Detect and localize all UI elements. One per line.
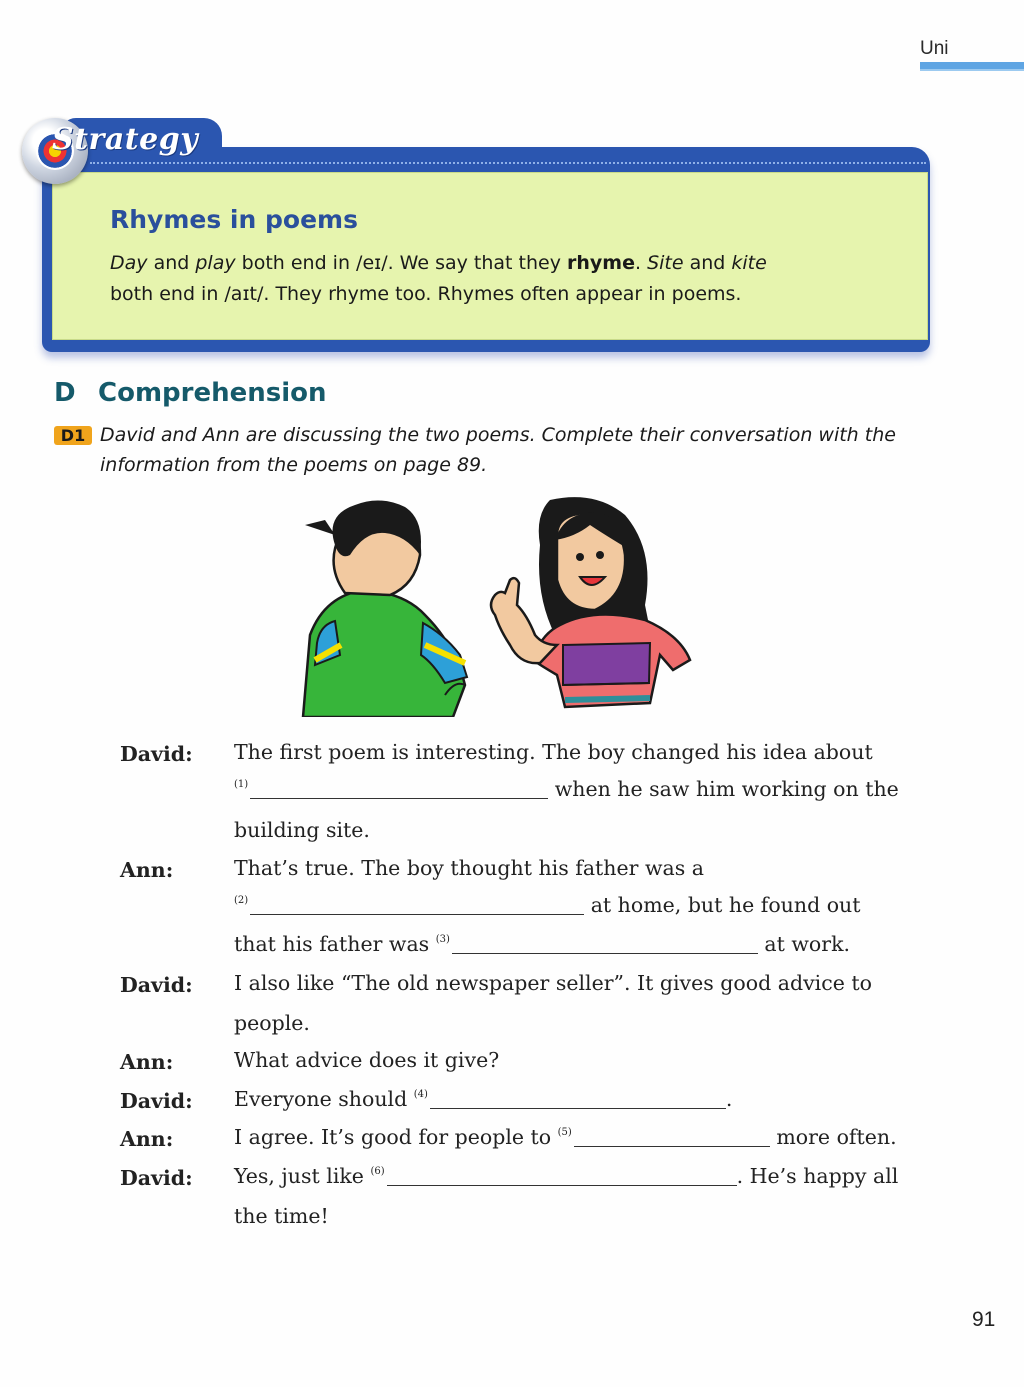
dialogue-text: . — [725, 1087, 733, 1111]
dialogue-text: at work. — [757, 932, 851, 956]
strategy-title: Rhymes in poems — [110, 205, 358, 234]
dialogue-text: I agree. It’s good for people to — [234, 1125, 558, 1149]
example-word: play — [195, 252, 236, 274]
dialogue-line — [234, 1164, 898, 1188]
blank-4[interactable] — [430, 1088, 726, 1109]
dialogue-line: The first poem is interesting. The boy changed his idea about — [234, 740, 873, 764]
text-fragment: . — [634, 252, 648, 274]
task-badge: D1 — [54, 426, 92, 445]
text-fragment: both end in /eɪ/. We say that they — [235, 252, 567, 274]
speaker-label: David: — [120, 742, 193, 766]
speaker-label: Ann: — [120, 1127, 174, 1151]
text-fragment: and — [147, 252, 196, 274]
dialogue-line: What advice does it give? — [234, 1048, 500, 1072]
task-line: information from the poems on page 89. — [100, 454, 488, 476]
dialogue-line — [234, 1125, 897, 1149]
key-term: rhyme — [567, 252, 635, 274]
dialogue-line: building site. — [234, 818, 370, 842]
blank-3[interactable] — [452, 933, 758, 954]
dialogue-text: Everyone should — [234, 1087, 414, 1111]
blank-number: (5) — [557, 1127, 572, 1138]
speaker-label: Ann: — [120, 858, 174, 882]
speaker-label: Ann: — [120, 1050, 174, 1074]
dialogue-line: people. — [234, 1011, 310, 1035]
two-children-talking-illustration — [295, 495, 695, 717]
task-instructions — [100, 420, 940, 480]
text-fragment: and — [683, 252, 732, 274]
dialogue-text: . He’s happy all — [736, 1164, 899, 1188]
girl-figure — [491, 497, 690, 707]
speaker-label: David: — [120, 1089, 193, 1113]
strategy-logo-text: Strategy — [52, 122, 199, 157]
blank-5[interactable] — [574, 1126, 770, 1147]
dialogue-line — [234, 893, 861, 917]
blank-number: (2) — [234, 895, 249, 906]
page-number: 91 — [972, 1308, 996, 1331]
dialogue-text: at home, but he found out — [584, 893, 861, 917]
strategy-line-1 — [110, 248, 910, 279]
blank-2[interactable] — [250, 894, 584, 915]
section-letter: D — [54, 378, 76, 408]
unit-tab-label: Uni — [920, 38, 949, 59]
section-title: Comprehension — [98, 378, 327, 408]
dialogue-line — [234, 777, 899, 801]
example-word: kite — [731, 252, 767, 274]
blank-6[interactable] — [387, 1165, 737, 1186]
strategy-body — [110, 248, 910, 310]
blank-number: (6) — [370, 1166, 385, 1177]
blank-number: (1) — [234, 779, 249, 790]
dialogue-line — [234, 1087, 732, 1111]
speaker-label: David: — [120, 1166, 193, 1190]
dialogue-line — [234, 932, 850, 956]
boy-figure — [303, 500, 467, 717]
task-line: David and Ann are discussing the two poems. Complete their conversation with the — [100, 424, 896, 446]
example-word: Day — [110, 252, 148, 274]
dialogue-line: That’s true. The boy thought his father was a — [234, 856, 704, 880]
strategy-line-2: both end in /aɪt/. They rhyme too. Rhymes often appear in poems. — [110, 283, 742, 305]
dialogue-text: that his father was — [234, 932, 436, 956]
dialogue-text: Yes, just like — [234, 1164, 371, 1188]
blank-1[interactable] — [250, 778, 548, 799]
example-word: Site — [647, 252, 684, 274]
dialogue-line: the time! — [234, 1204, 329, 1228]
unit-tab-rule — [920, 62, 1024, 69]
dialogue-line: I also like “The old newspaper seller”. It gives good advice to — [234, 971, 872, 995]
speaker-label: David: — [120, 973, 193, 997]
blank-number: (3) — [435, 934, 450, 945]
strategy-dotted-line — [90, 162, 926, 164]
blank-number: (4) — [413, 1089, 428, 1100]
dialogue-text: more often. — [769, 1125, 897, 1149]
dialogue-text: when he saw him working on the — [548, 777, 899, 801]
